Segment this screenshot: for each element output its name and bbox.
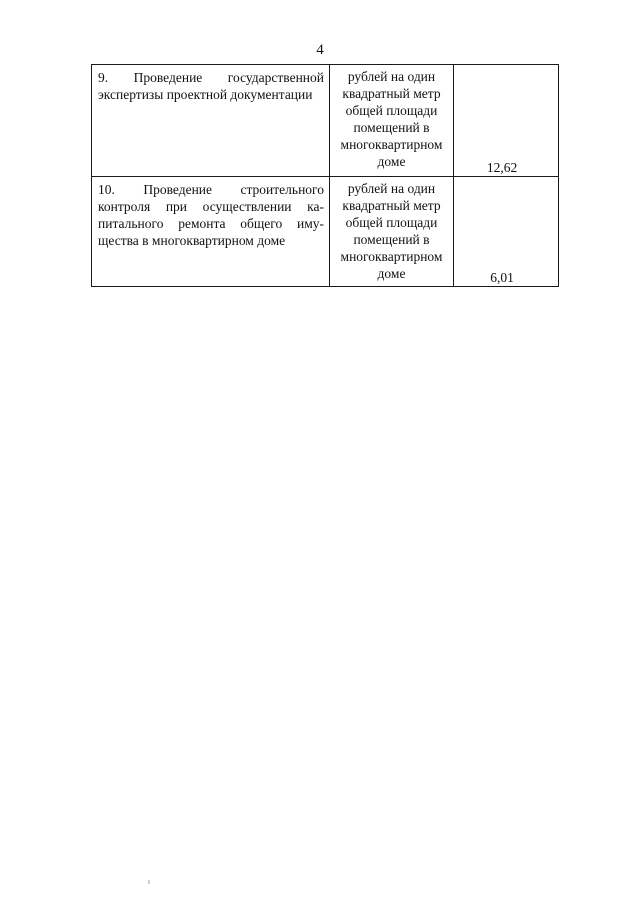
work-name-cell: 9. Проведение государственной экспертизы проектной документации <box>92 65 330 177</box>
value-cell: 12,62 <box>454 65 559 177</box>
unit-line: доме <box>377 154 406 169</box>
work-name-cell: 10. Проведение строительного контроля при осуществлении капитального ремонта общего имущества в многоквартирном доме <box>92 177 330 287</box>
scan-speck <box>148 880 150 884</box>
tariff-table <box>91 64 559 287</box>
unit-line: рублей на один <box>347 69 436 84</box>
table-row <box>92 177 559 287</box>
unit-line: квадратный метр <box>342 198 441 213</box>
unit-line: доме <box>377 266 406 281</box>
value-cell: 6,01 <box>454 177 559 287</box>
unit-line: помещений в <box>353 120 430 135</box>
unit-line: многоквартирном <box>340 137 443 152</box>
unit-cell <box>330 177 454 287</box>
unit-line: рублей на один <box>347 181 436 196</box>
page-number: 4 <box>316 42 324 58</box>
unit-line: квадратный метр <box>342 86 441 101</box>
unit-line: общей площади <box>345 215 438 230</box>
table-row <box>92 65 559 177</box>
unit-line: помещений в <box>353 232 430 247</box>
unit-line: многоквартирном <box>340 249 443 264</box>
unit-cell <box>330 65 454 177</box>
unit-line: общей площади <box>345 103 438 118</box>
